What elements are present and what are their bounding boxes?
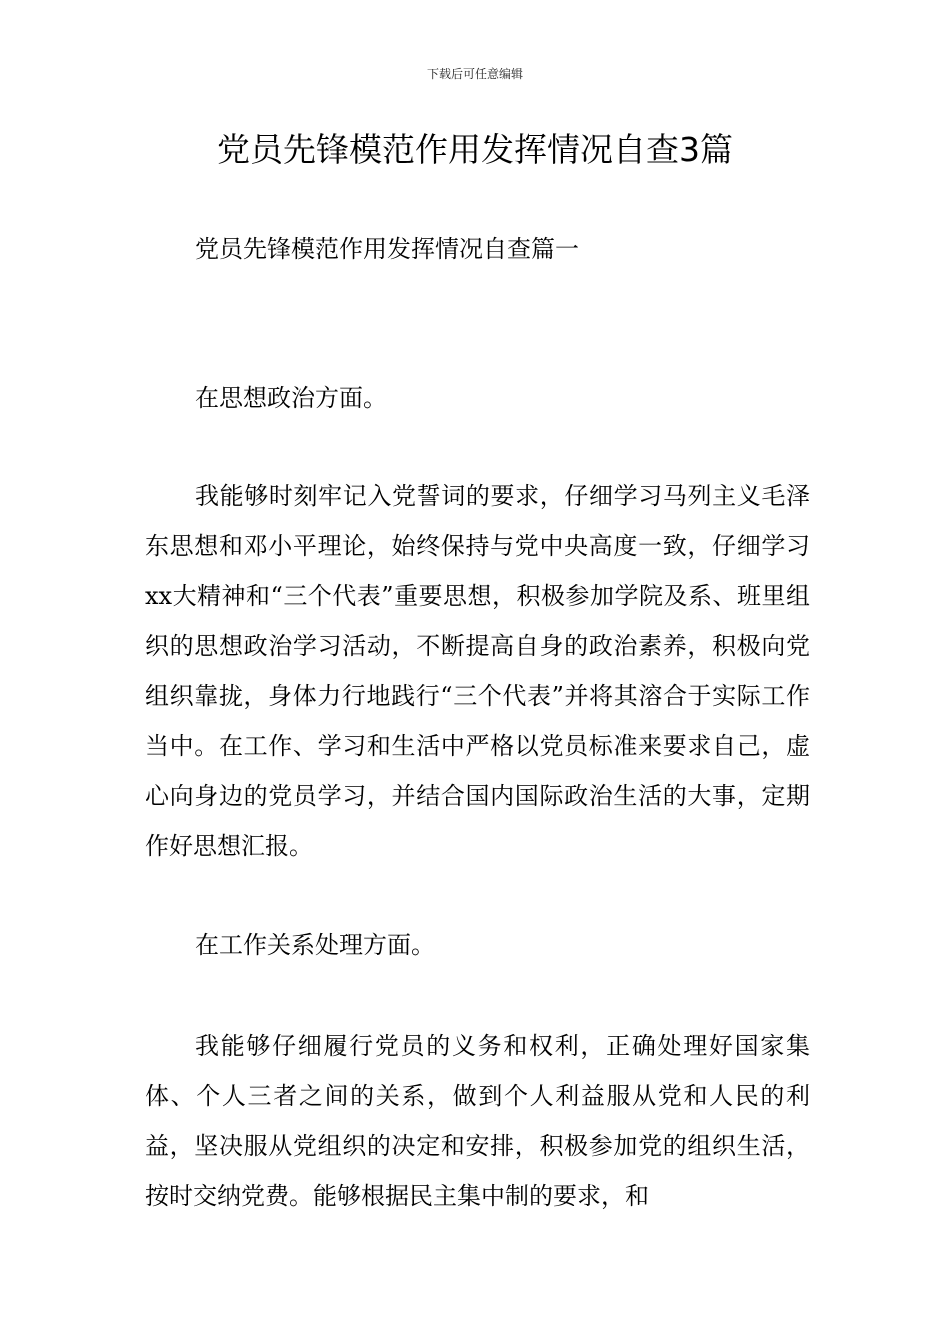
section-paragraph-politics: 我能够时刻牢记入党誓词的要求，仔细学习马列主义毛泽东思想和邓小平理论，始终保持与党中央高度一致，仔细学习xx大精神和“三个代表”重要思想，积极参加学院及系、班里组织的思想政治学习活动，不断提高自身的政治素养，积极向党组织靠拢，身体力行地践行“三个代表”并将其溶合于实际工作当中。在工作、学习和生活中严格以党员标准来要求自己，虚心向身边的党员学习，并结合国内国际政治生活的大事，定期作好思想汇报。 [145,482,810,860]
section-heading-work-relations: 在工作关系处理方面。 [195,931,435,959]
section-heading-politics: 在思想政治方面。 [195,384,387,412]
header-note: 下载后可任意编辑 [426,67,523,81]
document-title: 党员先锋模范作用发挥情况自查3篇 [217,130,733,169]
section-paragraph-work-relations: 我能够仔细履行党员的义务和权利，正确处理好国家集体、个人三者之间的关系，做到个人利益服从党和人民的利益，坚决服从党组织的决定和安排，积极参加党的组织生活，按时交纳党费。能够根据民主集中制的要求，和 [145,1032,810,1210]
document-subtitle: 党员先锋模范作用发挥情况自查篇一 [195,235,579,263]
